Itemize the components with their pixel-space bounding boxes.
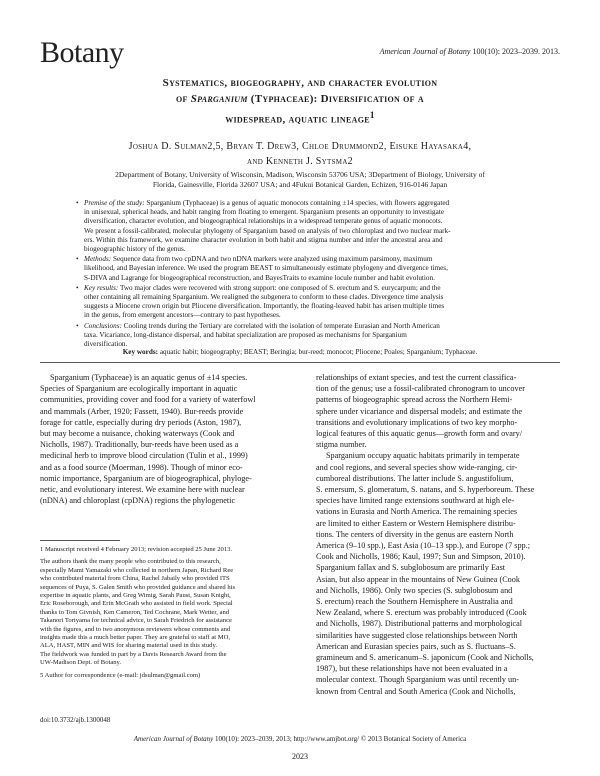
acknowledgment-line: Eric Roseborough, and Erin McGrath who assisted in field work. Special (40, 600, 233, 608)
body-text-line: and as a food source (Moerman, 1998). Though of minor eco- (40, 462, 243, 472)
body-text-line: species have limited range extensions southward at high ele- (316, 496, 515, 506)
bullet-icon: • (76, 255, 79, 264)
body-text-line: forage for cattle, especially during dry periods (Aston, 1987), (40, 417, 242, 427)
body-text-line: and Nicholls, 1986). Only two species (S. subglobosum and (316, 585, 513, 595)
body-text-line: S. erectum) reach the Southern Hemisphere in Australia and (316, 597, 513, 607)
page-footer-citation (40, 735, 560, 743)
bullet-icon: • (76, 283, 79, 292)
acknowledgment-line: with the figures, and to two anonymous reviewers whose comments and (40, 625, 231, 633)
title-line-3 (60, 107, 540, 128)
abstract-line: taxa. Vicariance, long-distance dispersal, and habitat specialization are proposed as mechanisms for Sparganium (84, 330, 407, 339)
keywords-label: Key words: (122, 348, 159, 356)
acknowledgment-line: expertise in aquatic plants, and Greg Wimig, Sarah Paust, Susan Knight, (40, 592, 231, 600)
abstract-line (84, 199, 524, 208)
body-text-line: America (9–10 spp.), East Asia (10–13 spp.), and Europe (7 spp.; (316, 541, 530, 551)
journal-volume: 100(10): 2023–2039. 2013. (470, 47, 560, 56)
body-text-line: gramineum and S. americanum–S. japonicum (Cook and Nicholls, (316, 653, 534, 663)
abstract-line-text: Two major clades were recovered with strong support: one composed of S. erectum and S. eurycarpum; and the (118, 283, 441, 292)
abstract-item (76, 322, 524, 350)
bullet-icon: • (76, 199, 79, 207)
body-text-line: tions. The centers of diversity in the genus are eastern North (316, 529, 514, 539)
abstract-line-text: Cooling trends during the Tertiary are correlated with the isolation of temperate Eurasian and North American (121, 321, 440, 330)
body-text-line: communities, providing cover and food for a variety of waterfowl (40, 395, 256, 405)
acknowledgment-line: thanks to Tom Givnish, Ken Cameron, Ted Cochrane, Mark Wetter, and (40, 608, 230, 616)
body-column-left (40, 372, 284, 506)
body-text-line: and mammals (Arber, 1920; Fassett, 1940). Bur-reeds provide (40, 406, 244, 416)
title-footnote-mark: 1 (369, 110, 375, 120)
body-text-line: and Nicholls, 1987). Distributional patterns and morphological (316, 619, 523, 629)
abstract-item (76, 255, 524, 283)
body-text-line: American and Eurasian species pairs, such as S. fluctuans–S. (316, 641, 516, 651)
body-text-line: New Zealand, where S. erectum was probably introduced (Cook (316, 608, 527, 618)
title-genus: Sparganium (190, 93, 248, 105)
abstract-line: ers. Within this framework, we examine character evolution in both habit and stigma number and infer the ancestral area and (84, 235, 443, 244)
body-text-line: patterns of biogeographic spread across the Northern Hemi- (316, 395, 513, 405)
title-line-2 (60, 91, 540, 107)
acknowledgment-line: especially Mami Yamazaki who collected in northern Japan, Richard Ree (40, 566, 234, 574)
abstract-line: We present a fossil-calibrated, molecular phylogeny of Sparganium based on analysis of two chloroplast and two nuclear mark- (84, 226, 451, 235)
abstract-heading: Key results: (84, 283, 119, 292)
title-line-1: Systematics, biogeography, and character evolution (162, 77, 438, 89)
body-text-line: Sparganium occupy aquatic habitats primarily in temperate (326, 451, 520, 461)
body-text-line: molecular context. Though Sparganium was until recently un- (316, 675, 519, 685)
abstract-line: in unisexual, spherical heads, and habit ranging from floating to emergent. Sparganium presents an opportunity to investigate (84, 208, 445, 217)
acknowledgment-line: Takanori Toriyama for technical advice, to Sarah Friedrich for assistance (40, 617, 232, 625)
page-number: 2023 (292, 752, 308, 761)
abstract-line: biogeographic history of the genus. (84, 245, 186, 254)
abstract-line: suggests a Miocene crown origin but Pliocene diversification. Importantly, the floating-leaved habit has arisen multiple times (84, 302, 445, 311)
abstract-item (76, 199, 524, 254)
body-text-line: Species of Sparganium are ecologically important in aquatic (40, 384, 238, 394)
body-text-line: nomic importance, Sparganium are of biogeographical, phyloge- (40, 473, 252, 483)
abstract-line: diversification. (84, 340, 128, 349)
body-text-line: Nicholls, 1987). Traditionally, bur-reeds have been used as a (40, 440, 239, 450)
body-text-line: cumboreal distributions. The latter include S. angustifolium, (316, 473, 514, 483)
journal-reference (380, 47, 560, 56)
acknowledgment-line: sequences of Puya, S. Galen Smith who provided guidance and shared his (40, 583, 236, 591)
footnote-correspondence: 5 Author for correspondence (e-mail: jdsulman@gmail.com) (40, 671, 201, 679)
body-column-right (316, 372, 560, 697)
body-text-line: Cook and Nicholls, 1986; Kaul, 1997; Sun and Simpson, 2010). (316, 552, 526, 562)
footer-journal-name: American Journal of Botany (133, 735, 214, 743)
body-text-line: vations in Eurasia and North America. The remaining species (316, 507, 518, 517)
title-prefix: of (176, 93, 191, 105)
abstract-item (76, 284, 524, 321)
acknowledgment-line: The authors thank the many people who contributed to this research, (40, 558, 221, 566)
body-text-line: and cool regions, and several species show wide-ranging, cir- (316, 462, 518, 472)
abstract-line: S-DIVA and Lagrange for biogeographical reconstruction, and BayesTraits to examine locule number and habit evolution. (84, 273, 435, 282)
footnotes (40, 546, 290, 680)
keywords (66, 348, 534, 357)
footnote-divider (40, 540, 120, 541)
bullet-icon: • (76, 321, 79, 330)
body-text-line: are limited to either Eastern or Western Hemisphere distribu- (316, 518, 516, 528)
abstract-line: likelihood, and Bayesian inference. We used the program BEAST to simultaneously estimate phylogeny and divergence times, (84, 264, 448, 273)
acknowledgment-line: ALA, HAST, MIN and WIS for sharing material used in this study. (40, 642, 217, 650)
acknowledgment-line: insights made this a much better paper. They are grateful to staff at MO, (40, 634, 231, 642)
author-list (60, 139, 540, 169)
body-text-line: relationships of extant species, and test the current classifica- (316, 373, 517, 382)
abstract-line: diversification, character evolution, and biogeographical relationships in a widespread temperate genus of aquatic monocots. (84, 217, 443, 226)
acknowledgment-line: who contributed material from China, Rachel Jabaily who provided ITS (40, 575, 230, 583)
abstract-heading: Conclusions: (84, 321, 122, 330)
footer-citation-text: 100(10): 2023–2039, 2013; http://www.amjbot.org/ © 2013 Botanical Society of America (213, 735, 467, 743)
authors-line-2: and Kenneth J. Sytsma2 (247, 156, 353, 167)
abstract-heading: Premise of the study: (84, 199, 145, 207)
journal-logo: Botany (40, 36, 124, 69)
abstract-line-text: Sparganium (Typhaceae) is a genus of aquatic monocots containing ±14 species, with flowers aggregated (144, 199, 450, 207)
body-text-line: Sparganium fallax and S. subglobosum are primarily East (316, 563, 506, 573)
body-text-line: logical features of this aquatic genus—growth form and ovary/ (316, 429, 522, 439)
acknowledgment-line: The fieldwork was funded in part by a Davis Research Award from the (40, 650, 227, 658)
keywords-text: aquatic habit; biogeography; BEAST; Beringia; bur-reed; monocot; Pliocene; Poales; Sparganium; Typhaceae. (158, 348, 478, 356)
article-title (60, 75, 540, 128)
abstract-heading: Methods: (84, 255, 112, 264)
body-text-line: medicinal herb to improve blood circulation (Tulin et al., 1999) (40, 451, 248, 461)
body-text-line: tion of the genus; use a fossil-calibrated chronogram to uncover (316, 384, 525, 394)
body-text-line: sphere under vicariance and dispersal models; and estimate the (316, 406, 522, 416)
authors-line-1: Joshua D. Sulman2,5, Bryan T. Drew3, Chloe Drummond2, Eisuke Hayasaka4, (128, 141, 472, 152)
section-divider (40, 362, 560, 363)
abstract-line: other containing all remaining Sparganium. We realigned the subgenera to conform to these clades. Divergence time analysis (84, 293, 444, 302)
body-text-line: similarities have suggested close relationships between North (316, 630, 518, 640)
footnote-manuscript: 1 Manuscript received 4 February 2013; revision accepted 25 June 2013. (40, 546, 233, 553)
journal-name: American Journal of Botany (379, 47, 471, 56)
abstract (76, 199, 524, 350)
affiliation-line-2: Florida, Gainesville, Florida 32607 USA; and 4Fukui Botanical Garden, Echizen, 916-0146 Japan (152, 180, 448, 189)
body-text-line: Sparganium (Typhaceae) is an aquatic genus of ±14 species. (50, 373, 248, 382)
abstract-line (84, 255, 524, 264)
body-text-line: stigma number. (316, 440, 367, 450)
acknowledgment-line: UW-Madison Dept. of Botany. (40, 659, 122, 667)
body-text-line: 1987), but these relationships have not been evaluated in a (316, 664, 508, 674)
abstract-line: in the genus, from emergent ancestors—contrary to past hypotheses. (84, 311, 281, 320)
title-line-3-text: widespread, aquatic lineage (225, 113, 370, 126)
body-text-line: known from Central and South America (Cook and Nicholls, (316, 686, 516, 696)
title-suffix: (Typhaceae): Diversification of a (247, 93, 424, 105)
abstract-line-text: Sequence data from two cpDNA and two nDNA markers were analyzed using maximum parsimony, maximum (111, 255, 433, 264)
body-text-line: but may become a nuisance, choking waterways (Cook and (40, 429, 235, 439)
doi[interactable]: doi:10.3732/ajb.1300048 (40, 716, 111, 724)
body-text-line: (nDNA) and chloroplast (cpDNA) regions the phylogenetic (40, 496, 236, 506)
body-text-line: transitions and evolutionary implications of two key morpho- (316, 417, 518, 427)
abstract-line (84, 322, 524, 331)
body-text-line: S. emersum, S. glomeratum, S. natans, and S. hyperboreum. These (316, 485, 535, 495)
affiliations (90, 170, 510, 190)
body-text-line: Asian, but also appear in the mountains of New Guinea (Cook (316, 574, 520, 584)
abstract-line (84, 284, 524, 293)
body-text-line: netic, and evolutionary interest. We examine here with nuclear (40, 485, 245, 495)
footnote-acknowledgments (40, 558, 290, 671)
affiliation-line-1: 2Department of Botany, University of Wisconsin, Madison, Wisconsin 53706 USA; 3Department of Biology, University of (115, 170, 485, 179)
